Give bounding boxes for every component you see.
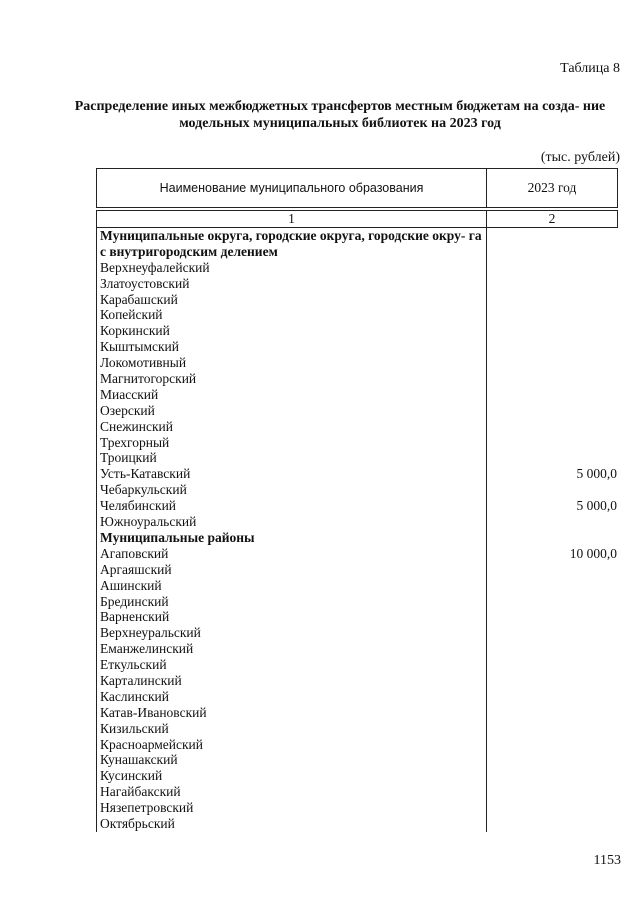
municipality-name: Троицкий <box>100 450 157 466</box>
amount-value <box>488 276 618 292</box>
page-number: 1153 <box>593 853 621 868</box>
table-row <box>97 355 618 371</box>
amount-value <box>488 737 618 753</box>
municipality-name: Каслинский <box>100 688 169 704</box>
table-row <box>97 307 618 323</box>
table-row <box>97 578 618 594</box>
table-row <box>97 816 618 832</box>
amount-value <box>488 705 618 721</box>
municipality-name: Коркинский <box>100 323 170 339</box>
section-header-row <box>97 530 618 546</box>
table-row <box>97 466 618 482</box>
municipality-name: Кунашакский <box>100 752 178 768</box>
table-row <box>97 482 618 498</box>
amount-value <box>488 689 618 705</box>
municipality-name: Миасский <box>100 386 159 402</box>
amount-value <box>488 435 618 451</box>
table-row <box>97 403 618 419</box>
amount-value <box>488 578 618 594</box>
municipality-name: Варненский <box>100 609 170 625</box>
amount-value <box>488 594 618 610</box>
table-row <box>97 339 618 355</box>
table-row <box>97 657 618 673</box>
municipality-name: Карталинский <box>100 672 182 688</box>
amount-value <box>488 387 618 403</box>
table-row <box>97 594 618 610</box>
table-row <box>97 546 618 562</box>
municipality-name: Брединский <box>100 593 169 609</box>
amount-value <box>488 419 618 435</box>
amount-value <box>488 307 618 323</box>
municipality-name: Копейский <box>100 307 163 323</box>
amount-value <box>488 530 618 546</box>
table-row <box>97 800 618 816</box>
table-row <box>97 260 618 276</box>
table-label: Таблица 8 <box>560 61 620 76</box>
table-row <box>97 609 618 625</box>
table-row <box>97 625 618 641</box>
municipality-name: Верхнеуральский <box>100 625 201 641</box>
amount-value: 5 000,0 <box>576 498 617 514</box>
municipality-name: Чебаркульский <box>100 482 187 498</box>
amount-value <box>488 657 618 673</box>
table-row <box>97 784 618 800</box>
municipality-name: Усть-Катавский <box>100 466 191 482</box>
municipality-name: Кыштымский <box>100 339 179 355</box>
amount-value <box>488 562 618 578</box>
table-row <box>97 514 618 530</box>
municipality-name: Карабашский <box>100 291 178 307</box>
amount-value <box>488 228 618 260</box>
amount-value <box>488 641 618 657</box>
table-row <box>97 689 618 705</box>
header-municipality: Наименование муниципального образования <box>97 169 487 207</box>
table-row <box>97 292 618 308</box>
table-row <box>97 276 618 292</box>
amount-value <box>488 323 618 339</box>
municipality-name: Верхнеуфалейский <box>100 259 210 275</box>
table-row <box>97 673 618 689</box>
municipality-name: Локомотивный <box>100 355 187 371</box>
table-row <box>97 721 618 737</box>
table-row <box>97 641 618 657</box>
amount-value <box>488 816 618 832</box>
amount-value <box>488 673 618 689</box>
amount-value: 10 000,0 <box>569 545 617 561</box>
amount-value <box>488 371 618 387</box>
municipality-name: Южноуральский <box>100 514 197 530</box>
amount-value <box>488 355 618 371</box>
amount-value: 5 000,0 <box>576 466 617 482</box>
amount-value <box>488 482 618 498</box>
column-number-2: 2 <box>548 211 556 226</box>
amount-value <box>488 260 618 276</box>
municipality-name: Челябинский <box>100 498 177 514</box>
amount-value <box>488 752 618 768</box>
amount-value <box>488 768 618 784</box>
municipality-name: Еткульский <box>100 657 167 673</box>
table-row <box>97 562 618 578</box>
table-body <box>96 228 618 832</box>
municipality-name: Муниципальные округа, городские округа, городские окру- га с внутригородским делением <box>100 228 482 259</box>
table-row <box>97 737 618 753</box>
document-title: Распределение иных межбюджетных трансфертов местным бюджетам на созда- ние модельных муниципальных библиотек на 2023 год <box>74 99 606 131</box>
table-row <box>97 498 618 514</box>
municipality-name: Златоустовский <box>100 275 190 291</box>
amount-value <box>488 403 618 419</box>
table-row <box>97 435 618 451</box>
header-year: 2023 год <box>527 180 577 195</box>
municipality-name: Аргаяшский <box>100 561 172 577</box>
section-header-row <box>97 228 618 260</box>
units-label: (тыс. рублей) <box>540 150 620 165</box>
amount-value <box>488 292 618 308</box>
amount-value <box>488 800 618 816</box>
municipality-name: Трехгорный <box>100 434 170 450</box>
table-header <box>96 168 618 208</box>
amount-value <box>488 784 618 800</box>
municipality-name: Нагайбакский <box>100 784 181 800</box>
municipality-name: Агаповский <box>100 545 169 561</box>
column-numbers-row <box>96 210 618 228</box>
amount-value <box>488 514 618 530</box>
table-row <box>97 371 618 387</box>
municipality-name: Кусинский <box>100 768 163 784</box>
municipality-name: Снежинский <box>100 418 173 434</box>
municipality-name: Кизильский <box>100 720 169 736</box>
amount-value <box>488 450 618 466</box>
table-row <box>97 419 618 435</box>
municipality-name: Катав-Ивановский <box>100 704 207 720</box>
table-row <box>97 768 618 784</box>
distribution-table <box>96 168 618 832</box>
table-row <box>97 752 618 768</box>
municipality-name: Ашинский <box>100 577 162 593</box>
municipality-name: Озерский <box>100 402 155 418</box>
table-row <box>97 323 618 339</box>
amount-value <box>488 609 618 625</box>
municipality-name: Нязепетровский <box>100 800 194 816</box>
municipality-name: Еманжелинский <box>100 641 194 657</box>
amount-value <box>488 625 618 641</box>
table-row <box>97 705 618 721</box>
municipality-name: Красноармейский <box>100 736 204 752</box>
municipality-name: Магнитогорский <box>100 371 197 387</box>
municipality-name: Октябрьский <box>100 815 175 831</box>
table-row <box>97 450 618 466</box>
amount-value <box>488 721 618 737</box>
table-row <box>97 387 618 403</box>
column-number-1: 1 <box>97 211 487 227</box>
amount-value <box>488 339 618 355</box>
municipality-name: Муниципальные районы <box>100 529 255 545</box>
